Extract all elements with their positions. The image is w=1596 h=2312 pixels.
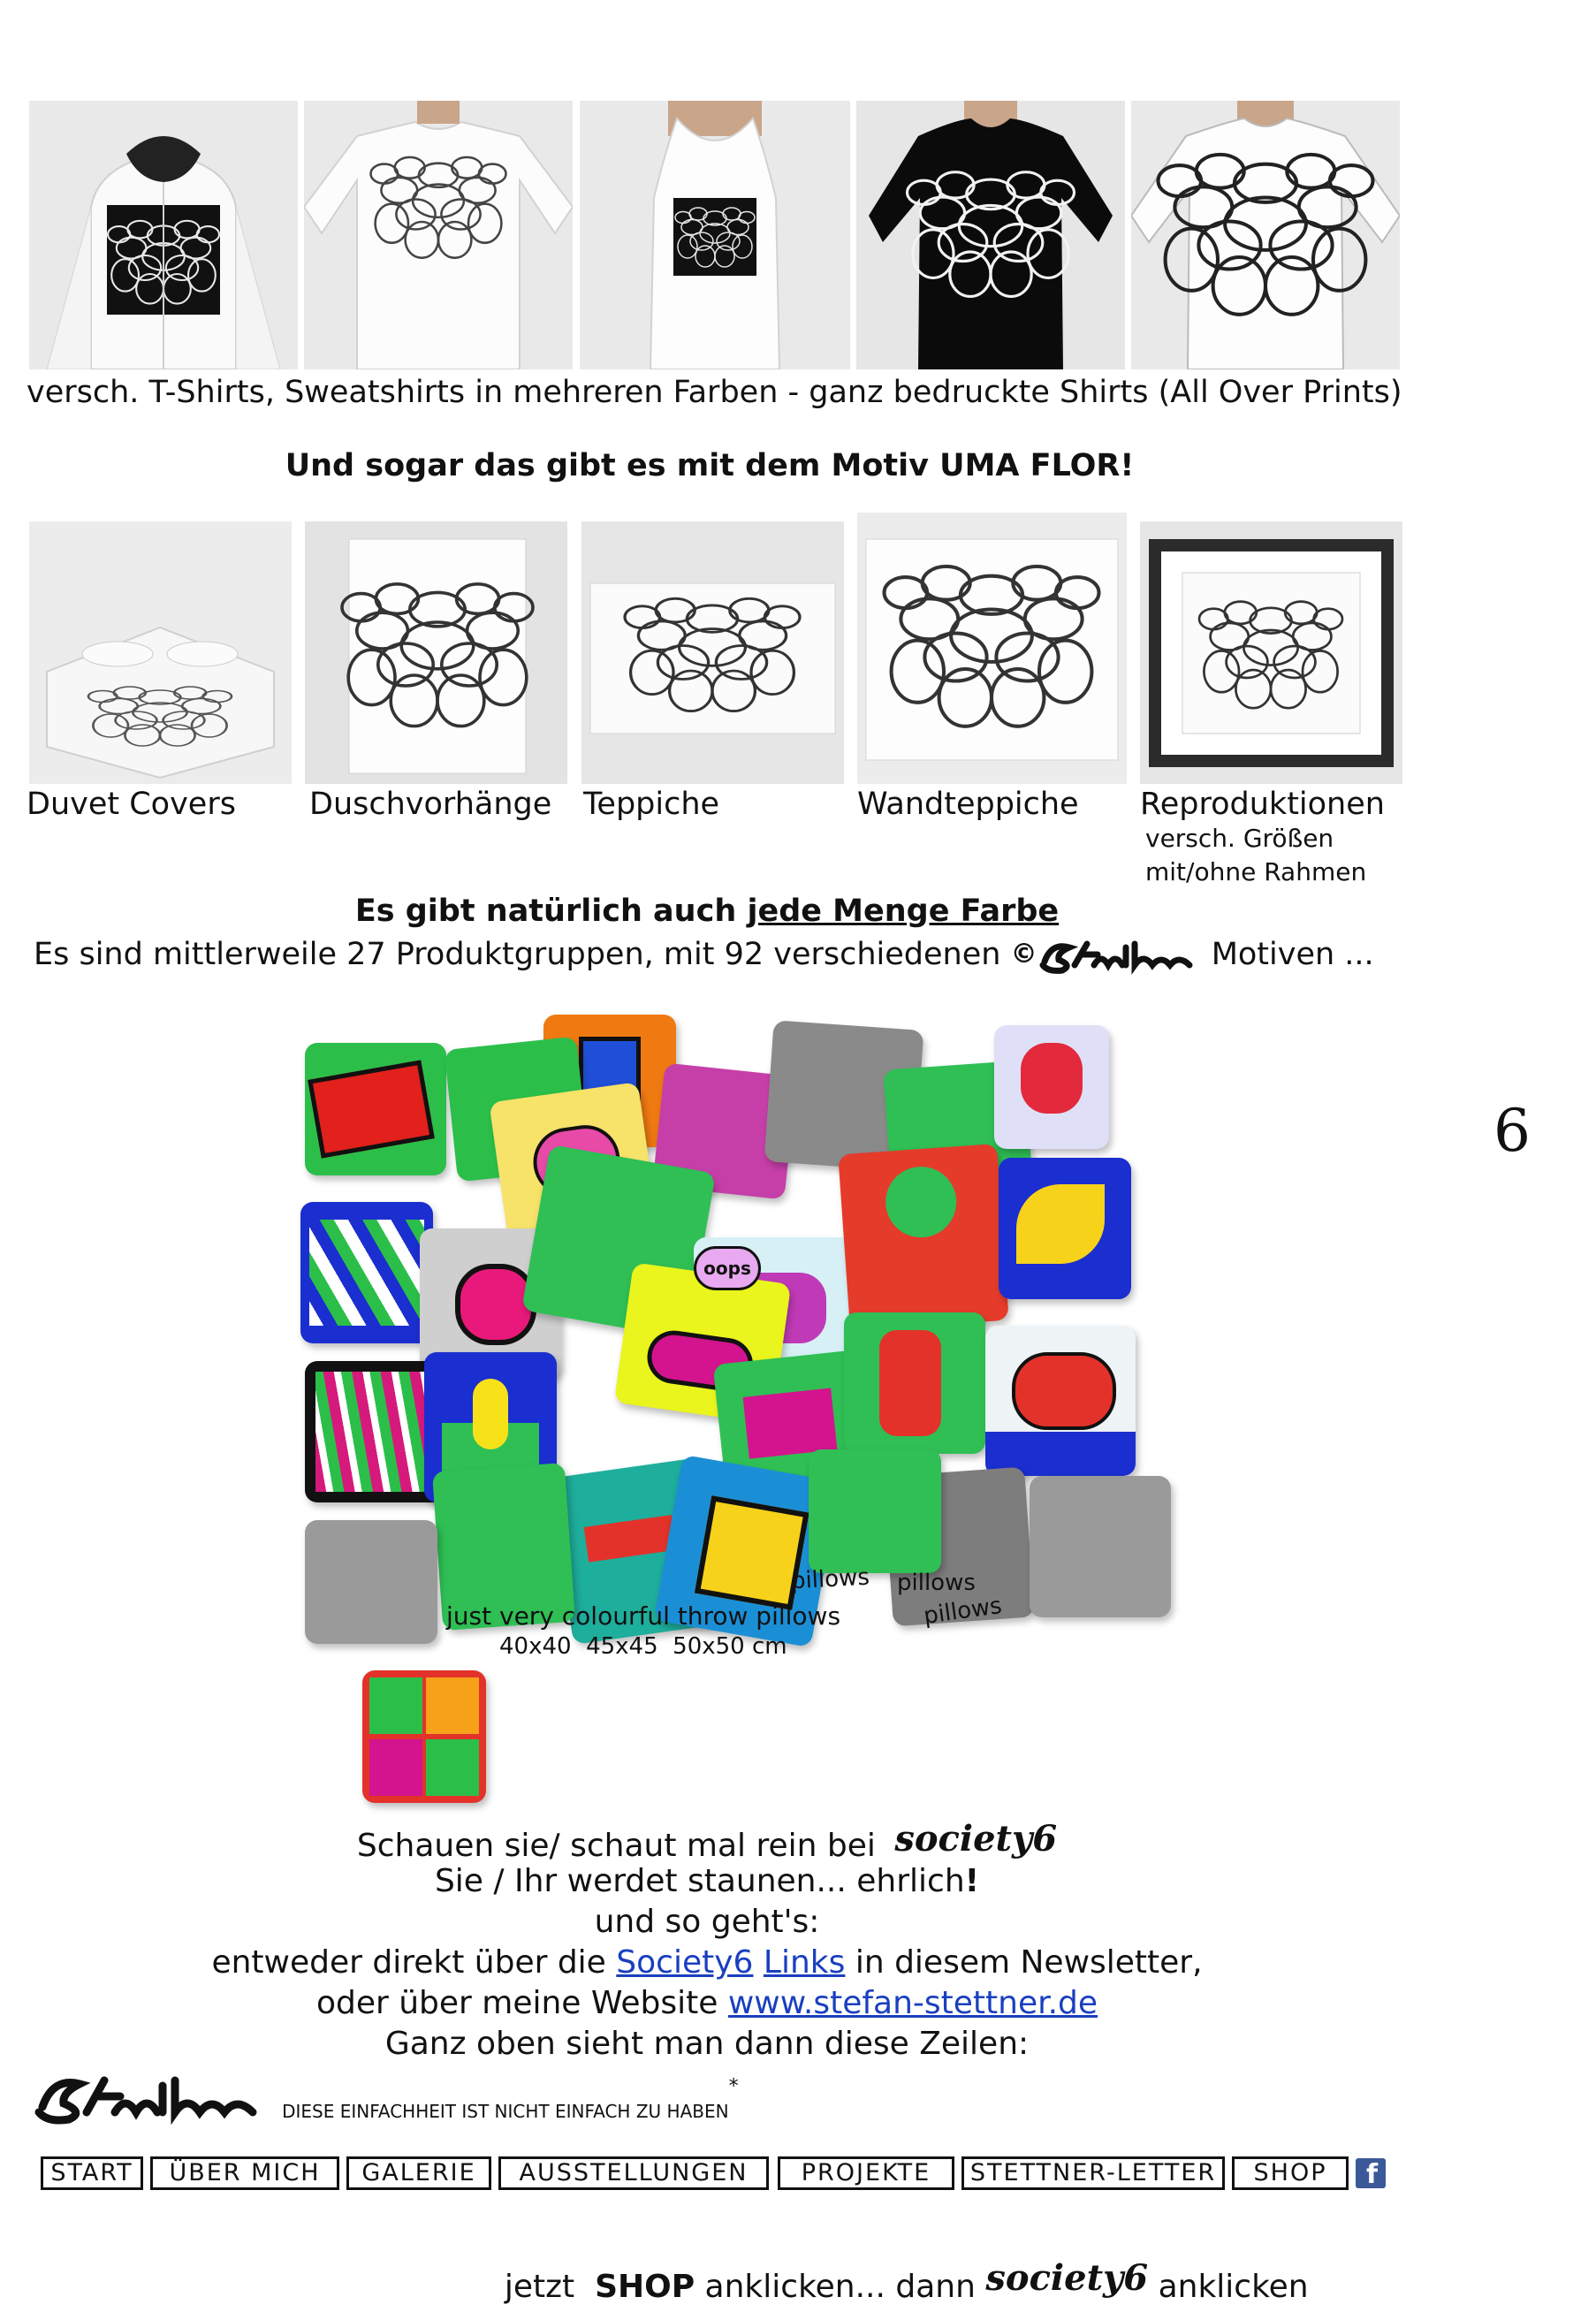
shirts-caption: versch. T-Shirts, Sweatshirts in mehreren Farben - ganz bedruckte Shirts (All Over Prints) bbox=[27, 375, 1402, 410]
nav-ueber-mich[interactable]: ÜBER MICH bbox=[150, 2156, 339, 2190]
colour-line bbox=[0, 891, 1414, 932]
nav-projekte[interactable]: PROJEKTE bbox=[778, 2156, 954, 2190]
product-framed-print[interactable] bbox=[1140, 521, 1402, 784]
final-shop: SHOP bbox=[595, 2269, 695, 2305]
headline: Und sogar das gibt es mit dem Motiv UMA FLOR! bbox=[285, 448, 1135, 483]
product-duvet-cover[interactable] bbox=[29, 521, 292, 784]
society6-link[interactable]: Society6 bbox=[616, 1944, 754, 1981]
pillow bbox=[305, 1043, 446, 1175]
society-line-6: Ganz oben sieht man dann diese Zeilen: bbox=[384, 2026, 1030, 2062]
society-line-5-prefix: oder über meine Website bbox=[315, 1985, 728, 2021]
product-hoodie[interactable] bbox=[29, 101, 298, 369]
society-line-1-text: Schauen sie/ schaut mal rein bei bbox=[356, 1828, 876, 1864]
pillow bbox=[838, 1144, 1009, 1331]
nav-start[interactable]: START bbox=[41, 2156, 143, 2190]
page-number: 6 bbox=[1493, 1097, 1531, 1165]
framed-print-image bbox=[1140, 521, 1402, 784]
nav-ausstellungen[interactable]: AUSSTELLUNGEN bbox=[498, 2156, 769, 2190]
pillow bbox=[844, 1312, 985, 1454]
final-line bbox=[484, 2204, 1309, 2312]
final-suffix: anklicken bbox=[1148, 2269, 1309, 2305]
product-tapestry[interactable] bbox=[857, 513, 1127, 784]
allover-tshirt-image bbox=[1131, 101, 1400, 369]
colour-line-prefix: Es gibt natürlich auch bbox=[354, 894, 748, 929]
pillows-word-1: pillows bbox=[790, 1563, 870, 1595]
black-tshirt-image bbox=[856, 101, 1125, 369]
oops-bubble: oops bbox=[694, 1246, 761, 1290]
groups-line-suffix: Motiven ... bbox=[1201, 937, 1374, 972]
repro-note-sizes: versch. Größen bbox=[1145, 824, 1334, 853]
facebook-icon[interactable]: f bbox=[1356, 2158, 1386, 2188]
society-line-4 bbox=[0, 1943, 1414, 1983]
society-line-2 bbox=[0, 1861, 1414, 1902]
product-label-tapestry: Wandteppiche bbox=[857, 787, 1079, 822]
pillows-word-2: pillows bbox=[897, 1570, 976, 1596]
society-line-3: und so geht's: bbox=[594, 1904, 820, 1940]
nav-shop[interactable]: SHOP bbox=[1232, 2156, 1349, 2190]
product-label-rug: Teppiche bbox=[583, 787, 720, 822]
pillow bbox=[809, 1449, 941, 1573]
tapestry-image bbox=[857, 513, 1127, 784]
pillow bbox=[362, 1670, 486, 1803]
repro-note-frame: mit/ohne Rahmen bbox=[1145, 857, 1367, 886]
pillow bbox=[994, 1025, 1109, 1149]
pillow bbox=[305, 1520, 437, 1644]
tshirt-image bbox=[304, 101, 573, 369]
duvet-image bbox=[29, 521, 292, 784]
society6-logo[interactable]: society6 bbox=[985, 2257, 1149, 2299]
website-link[interactable]: www.stefan-stettner.de bbox=[727, 1985, 1098, 2021]
hoodie-image bbox=[29, 101, 298, 369]
pillows-collage bbox=[278, 1008, 1180, 1803]
rug-image bbox=[581, 521, 844, 784]
pillow bbox=[985, 1326, 1136, 1476]
society-line-4-prefix: entweder direkt über die bbox=[211, 1944, 617, 1981]
pillow bbox=[1030, 1476, 1171, 1617]
product-rug[interactable] bbox=[581, 521, 844, 784]
stettner-signature-logo bbox=[32, 2068, 270, 2126]
society-line-1 bbox=[0, 1819, 1414, 1867]
shower-curtain-image bbox=[305, 521, 567, 784]
product-shower-curtain[interactable] bbox=[305, 521, 567, 784]
nav-stettner-letter[interactable]: STETTNER-LETTER bbox=[961, 2156, 1225, 2190]
product-label-repro: Reproduktionen bbox=[1140, 787, 1385, 822]
groups-line bbox=[34, 934, 1374, 976]
header-tagline: DIESE EINFACHHEIT IST NICHT EINFACH ZU HABEN bbox=[282, 2100, 729, 2122]
stettner-signature-logo bbox=[1037, 935, 1202, 976]
header-asterisk: * bbox=[728, 2075, 739, 2098]
product-white-tshirt[interactable] bbox=[304, 101, 573, 369]
tanktop-image bbox=[580, 101, 850, 369]
copyright-icon: © bbox=[1010, 939, 1037, 970]
final-middle: anklicken... dann bbox=[695, 2269, 986, 2305]
header-demo bbox=[32, 2068, 739, 2139]
groups-line-prefix: Es sind mittlerweile 27 Produktgruppen, mit 92 verschiedenen bbox=[34, 937, 1011, 972]
society6-logo[interactable]: society6 bbox=[894, 1818, 1058, 1859]
colour-line-underlined: jede Menge Farbe bbox=[747, 894, 1060, 929]
final-prefix: jetzt bbox=[504, 2269, 596, 2305]
links-link[interactable]: Links bbox=[763, 1944, 846, 1981]
pillow bbox=[999, 1158, 1131, 1299]
product-allover-tshirt[interactable] bbox=[1131, 101, 1400, 369]
pillows-word-3: pillows bbox=[922, 1592, 1004, 1631]
society-line-4-suffix: in diesem Newsletter, bbox=[845, 1944, 1203, 1981]
product-label-duvet: Duvet Covers bbox=[27, 787, 236, 822]
product-tanktop[interactable] bbox=[580, 101, 850, 369]
pillows-sizes: 40x40 45x45 50x50 cm bbox=[499, 1633, 787, 1660]
pillows-tagline: just very colourful throw pillows bbox=[446, 1601, 841, 1631]
society-line-2-bang: ! bbox=[964, 1863, 980, 1899]
nav-galerie[interactable]: GALERIE bbox=[346, 2156, 491, 2190]
society-line-5 bbox=[0, 1983, 1414, 2024]
society-line-2-text: Sie / Ihr werdet staunen... ehrlich bbox=[434, 1863, 965, 1899]
product-black-tshirt[interactable] bbox=[856, 101, 1125, 369]
pillow bbox=[300, 1202, 433, 1343]
product-label-shower: Duschvorhänge bbox=[309, 787, 552, 822]
